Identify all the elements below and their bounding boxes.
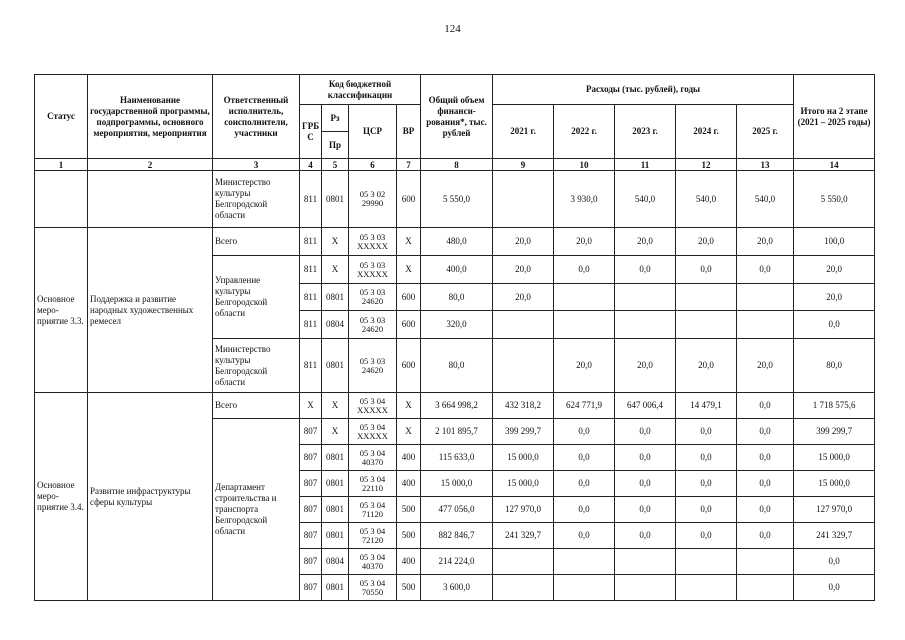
rz-cell: 0801 [322, 575, 349, 601]
total-cell: 882 846,7 [421, 523, 493, 549]
vr-cell: 400 [397, 471, 421, 497]
rz-cell: Х [322, 393, 349, 419]
header-budget-code: Код бюджетной классификации [300, 75, 421, 105]
grbs-cell: 811 [300, 339, 322, 393]
rz-cell: Х [322, 419, 349, 445]
budget-table [34, 74, 875, 601]
y2022-cell [554, 575, 615, 601]
vr-cell: 400 [397, 445, 421, 471]
y2025-cell [737, 575, 794, 601]
y2022-cell: 0,0 [554, 445, 615, 471]
y2021-cell: 15 000,0 [493, 471, 554, 497]
responsible-cell: Министерство культуры Белгородской области [213, 171, 300, 228]
y2022-cell: 0,0 [554, 523, 615, 549]
y2023-cell: 0,0 [615, 471, 676, 497]
itogo-cell: 80,0 [794, 339, 875, 393]
col-number: 8 [421, 159, 493, 171]
y2024-cell: 20,0 [676, 339, 737, 393]
col-number: 13 [737, 159, 794, 171]
header-pr: Пр [322, 132, 349, 159]
y2021-cell [493, 339, 554, 393]
itogo-cell: 399 299,7 [794, 419, 875, 445]
y2025-cell: 0,0 [737, 471, 794, 497]
grbs-cell: 807 [300, 419, 322, 445]
rz-cell: 0801 [322, 523, 349, 549]
y2022-cell: 3 930,0 [554, 171, 615, 228]
y2024-cell: 20,0 [676, 228, 737, 256]
y2022-cell: 0,0 [554, 419, 615, 445]
responsible-cell: Управление культуры Белгородской области [213, 256, 300, 339]
grbs-cell: Х [300, 393, 322, 419]
y2021-cell [493, 549, 554, 575]
vr-cell: 600 [397, 284, 421, 311]
y2025-cell [737, 549, 794, 575]
header-year-2022: 2022 г. [554, 105, 615, 159]
y2023-cell [615, 284, 676, 311]
y2023-cell: 0,0 [615, 445, 676, 471]
y2025-cell: 0,0 [737, 256, 794, 284]
grbs-cell: 811 [300, 228, 322, 256]
grbs-cell: 807 [300, 497, 322, 523]
y2021-cell: 20,0 [493, 228, 554, 256]
y2024-cell [676, 284, 737, 311]
y2023-cell: 20,0 [615, 339, 676, 393]
header-year-2023: 2023 г. [615, 105, 676, 159]
y2023-cell [615, 575, 676, 601]
table-row [35, 171, 875, 228]
y2022-cell: 0,0 [554, 471, 615, 497]
csr-cell: 05 3 04 22110 [349, 471, 397, 497]
y2024-cell: 0,0 [676, 523, 737, 549]
y2025-cell: 0,0 [737, 393, 794, 419]
csr-cell: 05 3 03 24620 [349, 339, 397, 393]
page-number: 124 [444, 23, 461, 35]
csr-cell: 05 3 04 40370 [349, 445, 397, 471]
header-vr: ВР [397, 105, 421, 159]
csr-cell: 05 3 03 ХХХХХ [349, 228, 397, 256]
col-number: 1 [35, 159, 88, 171]
y2025-cell: 20,0 [737, 339, 794, 393]
status-cell [35, 171, 88, 228]
vr-cell: 500 [397, 575, 421, 601]
y2024-cell [676, 549, 737, 575]
y2024-cell: 0,0 [676, 471, 737, 497]
name-cell: Развитие инфраструктуры сферы культуры [88, 393, 213, 601]
rz-cell: 0804 [322, 311, 349, 339]
rz-cell: 0801 [322, 497, 349, 523]
itogo-cell: 241 329,7 [794, 523, 875, 549]
y2025-cell [737, 311, 794, 339]
y2022-cell [554, 284, 615, 311]
y2024-cell [676, 311, 737, 339]
vr-cell: 500 [397, 497, 421, 523]
total-cell: 5 550,0 [421, 171, 493, 228]
table-row [35, 228, 875, 256]
y2021-cell: 20,0 [493, 256, 554, 284]
table-header [35, 75, 875, 171]
header-grbs: ГРБ С [300, 105, 322, 159]
y2022-cell: 0,0 [554, 497, 615, 523]
col-number: 10 [554, 159, 615, 171]
responsible-cell: Министерство культуры Белгородской области [213, 339, 300, 393]
y2022-cell [554, 549, 615, 575]
csr-cell: 05 3 04 71120 [349, 497, 397, 523]
itogo-cell: 100,0 [794, 228, 875, 256]
csr-cell: 05 3 03 24620 [349, 311, 397, 339]
y2025-cell: 0,0 [737, 419, 794, 445]
header-year-2025: 2025 г. [737, 105, 794, 159]
y2025-cell: 0,0 [737, 523, 794, 549]
col-number: 2 [88, 159, 213, 171]
csr-cell: 05 3 04 70550 [349, 575, 397, 601]
header-itogo: Итого на 2 этапе (2021 – 2025 годы) [794, 75, 875, 159]
y2021-cell: 15 000,0 [493, 445, 554, 471]
itogo-cell: 5 550,0 [794, 171, 875, 228]
y2025-cell [737, 284, 794, 311]
grbs-cell: 807 [300, 575, 322, 601]
vr-cell: 600 [397, 339, 421, 393]
rz-cell: 0801 [322, 471, 349, 497]
csr-cell: 05 3 04 72120 [349, 523, 397, 549]
vr-cell: 600 [397, 171, 421, 228]
responsible-cell: Всего [213, 228, 300, 256]
itogo-cell: 15 000,0 [794, 471, 875, 497]
grbs-cell: 807 [300, 471, 322, 497]
vr-cell: 500 [397, 523, 421, 549]
col-number: 14 [794, 159, 875, 171]
grbs-cell: 811 [300, 284, 322, 311]
total-cell: 214 224,0 [421, 549, 493, 575]
header-status: Статус [35, 75, 88, 159]
grbs-cell: 807 [300, 523, 322, 549]
itogo-cell: 15 000,0 [794, 445, 875, 471]
header-year-2024: 2024 г. [676, 105, 737, 159]
y2024-cell: 540,0 [676, 171, 737, 228]
col-number: 4 [300, 159, 322, 171]
rz-cell: Х [322, 256, 349, 284]
itogo-cell: 0,0 [794, 311, 875, 339]
rz-cell: 0801 [322, 339, 349, 393]
y2023-cell: 20,0 [615, 228, 676, 256]
y2025-cell: 0,0 [737, 445, 794, 471]
csr-cell: 05 3 04 40370 [349, 549, 397, 575]
y2021-cell [493, 575, 554, 601]
grbs-cell: 811 [300, 311, 322, 339]
col-number: 3 [213, 159, 300, 171]
y2023-cell: 0,0 [615, 523, 676, 549]
y2024-cell [676, 575, 737, 601]
vr-cell: Х [397, 228, 421, 256]
rz-cell: 0801 [322, 171, 349, 228]
csr-cell: 05 3 04 ХХХХХ [349, 419, 397, 445]
y2025-cell: 540,0 [737, 171, 794, 228]
itogo-cell: 0,0 [794, 549, 875, 575]
status-cell: Основное меро-приятие 3.3. [35, 228, 88, 393]
itogo-cell: 20,0 [794, 256, 875, 284]
responsible-cell: Всего [213, 393, 300, 419]
name-cell: Поддержка и развитие народных художественных ремесел [88, 228, 213, 393]
rz-cell: 0804 [322, 549, 349, 575]
col-number: 9 [493, 159, 554, 171]
grbs-cell: 807 [300, 445, 322, 471]
y2021-cell: 432 318,2 [493, 393, 554, 419]
header-csr: ЦСР [349, 105, 397, 159]
header-name: Наименование государственной программы, подпрограммы, основного мероприятия, мероприятия [88, 75, 213, 159]
y2022-cell: 0,0 [554, 256, 615, 284]
grbs-cell: 811 [300, 171, 322, 228]
table-body [35, 171, 875, 601]
y2022-cell [554, 311, 615, 339]
y2024-cell: 0,0 [676, 256, 737, 284]
total-cell: 115 633,0 [421, 445, 493, 471]
total-cell: 15 000,0 [421, 471, 493, 497]
y2025-cell: 20,0 [737, 228, 794, 256]
itogo-cell: 127 970,0 [794, 497, 875, 523]
y2021-cell [493, 171, 554, 228]
y2021-cell [493, 311, 554, 339]
grbs-cell: 807 [300, 549, 322, 575]
col-number: 6 [349, 159, 397, 171]
total-cell: 320,0 [421, 311, 493, 339]
itogo-cell: 0,0 [794, 575, 875, 601]
csr-cell: 05 3 04 ХХХХХ [349, 393, 397, 419]
table-row [35, 393, 875, 419]
y2021-cell: 127 970,0 [493, 497, 554, 523]
vr-cell: 400 [397, 549, 421, 575]
header-total: Общий объем финанси-рования*, тыс. рублей [421, 75, 493, 159]
y2023-cell: 0,0 [615, 256, 676, 284]
rz-cell: Х [322, 228, 349, 256]
total-cell: 400,0 [421, 256, 493, 284]
name-cell [88, 171, 213, 228]
y2023-cell: 0,0 [615, 419, 676, 445]
y2024-cell: 0,0 [676, 497, 737, 523]
y2022-cell: 20,0 [554, 228, 615, 256]
y2022-cell: 624 771,9 [554, 393, 615, 419]
vr-cell: 600 [397, 311, 421, 339]
y2023-cell: 0,0 [615, 497, 676, 523]
total-cell: 3 664 998,2 [421, 393, 493, 419]
y2021-cell: 20,0 [493, 284, 554, 311]
header-expenses: Расходы (тыс. рублей), годы [493, 75, 794, 105]
csr-cell: 05 3 02 29990 [349, 171, 397, 228]
grbs-cell: 811 [300, 256, 322, 284]
y2024-cell: 0,0 [676, 445, 737, 471]
vr-cell: Х [397, 419, 421, 445]
column-number-row [35, 159, 875, 171]
total-cell: 3 600,0 [421, 575, 493, 601]
vr-cell: Х [397, 393, 421, 419]
rz-cell: 0801 [322, 445, 349, 471]
total-cell: 80,0 [421, 284, 493, 311]
y2022-cell: 20,0 [554, 339, 615, 393]
total-cell: 477 056,0 [421, 497, 493, 523]
y2021-cell: 399 299,7 [493, 419, 554, 445]
csr-cell: 05 3 03 24620 [349, 284, 397, 311]
responsible-cell: Департамент строительства и транспорта Белгородской области [213, 419, 300, 601]
y2023-cell: 540,0 [615, 171, 676, 228]
y2023-cell [615, 311, 676, 339]
status-cell: Основное меро-приятие 3.4. [35, 393, 88, 601]
y2024-cell: 0,0 [676, 419, 737, 445]
rz-cell: 0801 [322, 284, 349, 311]
y2021-cell: 241 329,7 [493, 523, 554, 549]
total-cell: 2 101 895,7 [421, 419, 493, 445]
itogo-cell: 20,0 [794, 284, 875, 311]
y2025-cell: 0,0 [737, 497, 794, 523]
y2023-cell: 647 006,4 [615, 393, 676, 419]
y2024-cell: 14 479,1 [676, 393, 737, 419]
total-cell: 480,0 [421, 228, 493, 256]
itogo-cell: 1 718 575,6 [794, 393, 875, 419]
y2023-cell [615, 549, 676, 575]
header-responsible: Ответственный исполнитель, соисполнители, участники [213, 75, 300, 159]
total-cell: 80,0 [421, 339, 493, 393]
col-number: 5 [322, 159, 349, 171]
vr-cell: Х [397, 256, 421, 284]
col-number: 12 [676, 159, 737, 171]
col-number: 7 [397, 159, 421, 171]
csr-cell: 05 3 03 ХХХХХ [349, 256, 397, 284]
header-rz: Рз [322, 105, 349, 132]
header-year-2021: 2021 г. [493, 105, 554, 159]
col-number: 11 [615, 159, 676, 171]
